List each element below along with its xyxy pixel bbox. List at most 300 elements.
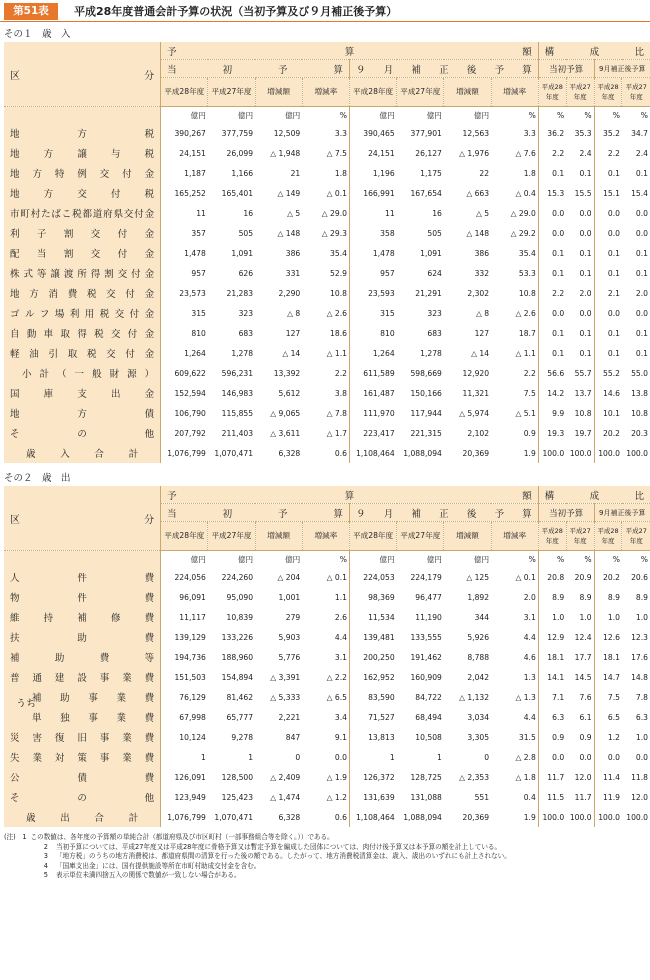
header-comp-september: 9月補正後予算	[594, 504, 650, 522]
table-cell: 150,166	[410, 388, 442, 398]
table-row	[4, 747, 650, 767]
row-label	[4, 627, 161, 647]
table-cell: △ 204	[277, 572, 301, 582]
table-cell: 6,328	[278, 448, 301, 458]
table-cell: △ 2.8	[515, 752, 536, 762]
table-cell: 13.7	[574, 388, 592, 398]
table-cell: 0.0	[538, 303, 566, 323]
header-rate: 増減率	[302, 522, 349, 551]
header-diff-sep: 増減額	[444, 78, 491, 107]
table-cell: 0.1	[579, 248, 592, 258]
unit-cell: %	[584, 554, 592, 564]
table-cell: 131,088	[410, 792, 442, 802]
table-row	[4, 767, 650, 787]
row-label	[4, 143, 161, 163]
table-cell: 0.9	[538, 727, 566, 747]
table-cell: 126,372	[349, 767, 396, 787]
row-label	[4, 303, 161, 323]
table-cell: 810	[191, 328, 206, 338]
table-row	[4, 183, 650, 203]
table-cell: 96,477	[415, 592, 442, 602]
table-cell: 1.1	[334, 592, 347, 602]
table-cell: 10,124	[179, 732, 206, 742]
table-cell: 84,722	[415, 692, 442, 702]
table-cell: 9.9	[538, 403, 566, 423]
table-cell: 14.1	[538, 667, 566, 687]
table-cell: 12.9	[538, 627, 566, 647]
header-rule	[0, 21, 650, 22]
table-cell: 20.2	[594, 567, 622, 587]
row-label	[4, 567, 161, 587]
table-cell: 162,952	[349, 667, 396, 687]
table-cell: 10.8	[574, 408, 592, 418]
expenditure-table	[4, 486, 650, 827]
table-cell: 1.0	[635, 612, 648, 622]
row-label	[4, 263, 161, 283]
row-label-text: 補助費等	[10, 653, 155, 664]
row-label	[4, 423, 161, 443]
row-label	[4, 403, 161, 423]
table-cell: 2.2	[538, 283, 566, 303]
table-cell: 13.8	[631, 388, 648, 398]
row-label	[4, 343, 161, 363]
table-cell: △ 3,611	[270, 428, 301, 438]
table-cell: 96,091	[179, 592, 206, 602]
header-comp-h27-sep: 平成27年度	[622, 522, 650, 551]
table-cell: 224,260	[221, 572, 254, 582]
table-cell: △ 1.8	[515, 772, 536, 782]
table-cell: 0.0	[579, 208, 592, 218]
table-cell: 6.3	[538, 707, 566, 727]
unit-cell: %	[538, 107, 566, 124]
unit-cell: 億円	[473, 110, 490, 120]
table-cell: 505	[238, 228, 254, 238]
table-row	[4, 223, 650, 243]
table-cell: 7.5	[594, 687, 622, 707]
table-cell: 0.1	[538, 163, 566, 183]
table-cell: 505	[427, 228, 442, 238]
table-cell: 106,790	[174, 408, 206, 418]
table-cell: 3.1	[334, 652, 347, 662]
table-cell: 76,129	[179, 692, 206, 702]
table-cell: 0.0	[334, 752, 347, 762]
table-cell: 167,654	[410, 188, 442, 198]
table-cell: 7.5	[523, 388, 536, 398]
table-cell: 15.1	[594, 183, 622, 203]
row-label	[4, 807, 161, 827]
table-cell: 0.1	[579, 268, 592, 278]
unit-cell: %	[528, 110, 536, 120]
section-title-expenditure: その２ 歳 出	[4, 473, 71, 484]
table-cell: △ 29.0	[321, 208, 347, 218]
table-cell: △ 1.2	[326, 792, 347, 802]
table-cell: 0.0	[594, 303, 622, 323]
table-cell: 1.8	[523, 168, 536, 178]
row-label	[4, 203, 161, 223]
table-cell: 3,034	[467, 712, 490, 722]
table-cell: △ 14	[282, 348, 301, 358]
table-cell: 161,487	[349, 383, 396, 403]
table-cell: 11	[349, 203, 396, 223]
table-cell: 0.1	[579, 348, 592, 358]
table-cell: 151,503	[174, 672, 206, 682]
table-row	[4, 647, 650, 667]
table-cell: 16	[243, 208, 254, 218]
table-cell: 18.7	[518, 328, 536, 338]
table-cell: 358	[349, 223, 396, 243]
table-row	[4, 403, 650, 423]
table-cell: 12.6	[594, 627, 622, 647]
table-cell: △ 2.6	[326, 308, 347, 318]
table-row	[4, 607, 650, 627]
header-h27-sep: 平成27年度	[397, 78, 444, 107]
unit-cell: 億円	[426, 110, 442, 120]
table-cell: 683	[238, 328, 254, 338]
table-cell: 11.9	[594, 787, 622, 807]
row-label	[4, 283, 161, 303]
table-cell: 223,417	[349, 423, 396, 443]
table-cell: 611,589	[349, 363, 396, 383]
table-cell: 20.9	[574, 572, 592, 582]
header-comp-h28: 平成28年度	[538, 78, 566, 107]
table-cell: 315	[191, 308, 206, 318]
table-cell: △ 29.2	[510, 228, 536, 238]
table-cell: 11,190	[415, 612, 442, 622]
table-cell: 551	[474, 792, 490, 802]
footnote-text: 「国庫支出金」には、国有提供施設等所在市町村助成交付金を含む。	[56, 861, 261, 870]
table-row	[4, 303, 650, 323]
table-row	[4, 443, 650, 463]
table-cell: 9.1	[334, 732, 347, 742]
unit-row	[4, 551, 650, 568]
table-cell: 26,127	[415, 148, 442, 158]
table-cell: 0.0	[538, 747, 566, 767]
table-cell: △ 2,409	[270, 772, 301, 782]
table-cell: 100.0	[626, 812, 648, 822]
header-h28: 平成28年度	[161, 78, 208, 107]
table-cell: 0.9	[579, 732, 592, 742]
table-cell: 55.0	[631, 368, 648, 378]
table-header-bar	[0, 0, 650, 22]
table-cell: 26,099	[226, 148, 254, 158]
table-row	[4, 587, 650, 607]
table-row	[4, 423, 650, 443]
table-cell: 0.1	[538, 323, 566, 343]
table-row	[4, 363, 650, 383]
row-label-text: 失業対策事業費	[10, 753, 155, 764]
table-cell: 5,612	[278, 388, 301, 398]
table-cell: △ 0.1	[515, 572, 536, 582]
table-cell: △ 5,333	[270, 692, 301, 702]
table-cell: 0.0	[579, 228, 592, 238]
table-cell: 1.2	[594, 727, 622, 747]
unit-cell: 億円	[190, 554, 206, 564]
unit-cell: 億円	[237, 554, 254, 564]
table-cell: 2.4	[635, 148, 648, 158]
table-cell: 377,759	[221, 128, 254, 138]
table-cell: 0.1	[635, 268, 648, 278]
table-cell: 23,593	[349, 283, 396, 303]
table-number-tag: 第51表	[4, 3, 58, 20]
header-rate: 増減率	[302, 78, 349, 107]
table-row	[4, 323, 650, 343]
table-cell: 17.6	[631, 652, 648, 662]
unit-cell: %	[640, 110, 648, 120]
unit-cell: %	[594, 551, 622, 568]
table-cell: 24,151	[349, 143, 396, 163]
table-cell: 8.9	[579, 592, 592, 602]
table-cell: 100.0	[538, 807, 566, 827]
table-cell: △ 1,976	[459, 148, 490, 158]
row-label	[4, 727, 161, 747]
table-cell: 139,481	[349, 627, 396, 647]
table-cell: △ 1.7	[326, 428, 347, 438]
revenue-table	[4, 42, 650, 463]
table-cell: 0.1	[635, 348, 648, 358]
table-cell: 11.7	[538, 767, 566, 787]
table-cell: 11,117	[179, 612, 206, 622]
row-label-text: 地方譲与税	[10, 149, 155, 160]
table-cell: 11.4	[594, 767, 622, 787]
table-cell: 1.8	[334, 168, 347, 178]
table-cell: △ 149	[277, 188, 301, 198]
header-september: ９ 月 補 正 後 予 算	[349, 60, 538, 78]
table-cell: 1.0	[579, 612, 592, 622]
table-cell: 36.2	[538, 123, 566, 143]
table-cell: 1.0	[635, 732, 648, 742]
unit-cell: %	[528, 554, 536, 564]
table-cell: 12,509	[273, 128, 301, 138]
table-cell: 1,478	[349, 243, 396, 263]
header-budget: 予 算 額	[161, 42, 539, 60]
table-cell: 7.8	[635, 692, 648, 702]
table-cell: 15.4	[631, 188, 648, 198]
table-cell: 20,369	[462, 448, 490, 458]
table-cell: △ 2.2	[326, 672, 347, 682]
table-cell: 2.0	[523, 592, 536, 602]
table-cell: 31.5	[518, 732, 536, 742]
table-cell: 1,088,094	[403, 812, 442, 822]
table-cell: 20,369	[462, 812, 490, 822]
table-cell: △ 2.6	[515, 308, 536, 318]
table-cell: 1,196	[349, 163, 396, 183]
table-row	[4, 383, 650, 403]
table-cell: 0.1	[635, 168, 648, 178]
table-cell: 2.2	[523, 368, 536, 378]
header-composition: 構 成 比	[538, 42, 650, 60]
table-cell: 10,839	[226, 612, 254, 622]
footnote-item	[4, 871, 650, 881]
header-comp-h27: 平成27年度	[566, 78, 594, 107]
table-cell: 1,166	[231, 168, 254, 178]
table-row	[4, 627, 650, 647]
row-label-text: 地方債	[10, 409, 155, 420]
table-cell: 0.0	[538, 223, 566, 243]
table-cell: 1.3	[523, 672, 536, 682]
table-row	[4, 283, 650, 303]
table-cell: 224,056	[174, 572, 206, 582]
header-label: 区 分	[4, 42, 161, 107]
row-label	[4, 243, 161, 263]
table-cell: 6,328	[278, 812, 301, 822]
row-label-text: 地方交付税	[10, 189, 155, 200]
table-cell: 596,231	[221, 368, 254, 378]
table-row	[4, 163, 650, 183]
table-cell: △ 148	[466, 228, 490, 238]
table-cell: 1,278	[420, 348, 442, 358]
unit-cell: %	[339, 110, 347, 120]
table-cell: 14.5	[574, 672, 592, 682]
table-row	[4, 567, 650, 587]
table-cell: 3.4	[334, 712, 347, 722]
table-cell: 12.3	[631, 632, 648, 642]
table-cell: 1,070,471	[214, 448, 254, 458]
table-cell: 55.7	[574, 368, 592, 378]
header-comp-h28-sep: 平成28年度	[594, 78, 622, 107]
table-cell: 53.3	[518, 268, 536, 278]
row-label	[4, 707, 161, 727]
table-cell: 128,500	[221, 772, 254, 782]
table-cell: 2.0	[579, 288, 592, 298]
table-cell: 5,926	[467, 632, 490, 642]
table-cell: 188,960	[221, 652, 254, 662]
table-row	[4, 143, 650, 163]
table-cell: 8.9	[594, 587, 622, 607]
footnote-item	[4, 852, 650, 862]
footnote-item	[4, 843, 650, 853]
table-cell: 100.0	[569, 448, 592, 458]
table-cell: 10.8	[518, 288, 536, 298]
table-row	[4, 263, 650, 283]
table-cell: △ 0.4	[515, 188, 536, 198]
table-cell: 2,290	[278, 288, 301, 298]
table-cell: 0.1	[594, 243, 622, 263]
table-cell: 1	[349, 747, 396, 767]
table-cell: 65,777	[226, 712, 254, 722]
table-cell: 9,278	[231, 732, 254, 742]
table-cell: 11,534	[349, 607, 396, 627]
table-cell: 117,944	[410, 408, 442, 418]
table-cell: 21,283	[226, 288, 254, 298]
table-cell: 83,590	[349, 687, 396, 707]
header-comp-h27: 平成27年度	[566, 522, 594, 551]
unit-cell: 億円	[285, 554, 301, 564]
table-cell: 4.6	[523, 652, 536, 662]
table-cell: 16	[432, 208, 442, 218]
table-cell: 1	[437, 752, 442, 762]
table-cell: 56.6	[538, 363, 566, 383]
table-cell: 279	[285, 612, 301, 622]
table-row	[4, 243, 650, 263]
row-label-text: 扶助費	[10, 633, 155, 644]
table-cell: 68,494	[415, 712, 442, 722]
header-comp-initial: 当初予算	[538, 504, 594, 522]
unit-row-label	[4, 551, 161, 568]
footnote-text: 表示単位未満四捨五入の関係で数値が一致しない場合がある。	[56, 871, 241, 880]
table-cell: 55.2	[594, 363, 622, 383]
unit-cell: %	[640, 554, 648, 564]
table-cell: 3,305	[467, 732, 490, 742]
table-cell: 154,894	[221, 672, 254, 682]
table-cell: 100.0	[626, 448, 648, 458]
table-cell: 14.2	[538, 383, 566, 403]
table-cell: 146,983	[221, 388, 254, 398]
table-row	[4, 807, 650, 827]
table-cell: 0.0	[594, 203, 622, 223]
header-comp-h27-sep: 平成27年度	[622, 78, 650, 107]
table-cell: 14.7	[594, 667, 622, 687]
table-cell: 1,001	[278, 592, 301, 602]
table-cell: 0.0	[635, 228, 648, 238]
table-cell: 1,108,464	[349, 443, 396, 463]
table-cell: 12,563	[462, 128, 490, 138]
table-cell: △ 663	[466, 188, 490, 198]
table-cell: 111,970	[349, 403, 396, 423]
table-cell: 221,315	[410, 428, 442, 438]
table-cell: 35.2	[594, 123, 622, 143]
table-cell: △ 125	[466, 572, 490, 582]
row-label	[4, 607, 161, 627]
table-cell: 8,788	[467, 652, 490, 662]
table-cell: 207,792	[174, 428, 206, 438]
header-diff-sep: 増減額	[444, 522, 491, 551]
table-cell: △ 8	[287, 308, 301, 318]
table-cell: 0.1	[538, 343, 566, 363]
footnote-text: 当初予算については、平成27年度又は平成28年度に骨格予算又は暫定予算を編成した団体については、肉付け後予算又は本予算の額を計上している。	[56, 842, 502, 851]
table-cell: 160,909	[410, 672, 442, 682]
row-label-text: その他	[10, 793, 155, 804]
table-title: 平成28年度普通会計予算の状況（当初予算及び９月補正後予算）	[74, 5, 398, 18]
table-cell: △ 7.6	[515, 148, 536, 158]
table-cell: 0.1	[594, 323, 622, 343]
table-cell: 7.6	[579, 692, 592, 702]
table-cell: 35.4	[330, 248, 347, 258]
table-cell: 95,090	[226, 592, 254, 602]
table-cell: 71,527	[349, 707, 396, 727]
row-label	[4, 443, 161, 463]
table-cell: 11.5	[538, 787, 566, 807]
table-cell: 123,949	[174, 792, 206, 802]
table-cell: 683	[427, 328, 442, 338]
table-cell: 3.3	[523, 128, 536, 138]
table-cell: 127	[474, 328, 490, 338]
table-cell: 0.0	[594, 747, 622, 767]
table-cell: 5,903	[278, 632, 301, 642]
footnote-item	[4, 862, 650, 872]
table-cell: 377,901	[410, 128, 442, 138]
table-cell: 0.1	[635, 328, 648, 338]
table-cell: △ 0.1	[326, 188, 347, 198]
table-cell: 6.3	[635, 712, 648, 722]
row-label	[4, 383, 161, 403]
table-cell: 1.0	[538, 607, 566, 627]
table-cell: 165,252	[174, 188, 206, 198]
table-cell: 1,076,799	[167, 812, 206, 822]
table-cell: △ 1,132	[459, 692, 490, 702]
table-cell: 1,264	[349, 343, 396, 363]
table-cell: △ 3,391	[270, 672, 301, 682]
table-cell: 624	[427, 268, 442, 278]
row-label-text: 地方消費税交付金	[10, 289, 155, 300]
table-cell: △ 1,474	[270, 792, 301, 802]
header-rate-sep: 増減率	[491, 522, 538, 551]
table-cell: 344	[474, 612, 490, 622]
table-cell: 211,403	[221, 428, 254, 438]
table-cell: △ 5,974	[459, 408, 490, 418]
header-h28-sep: 平成28年度	[349, 522, 396, 551]
footnote-item	[4, 833, 650, 843]
table-cell: 12.4	[574, 632, 592, 642]
